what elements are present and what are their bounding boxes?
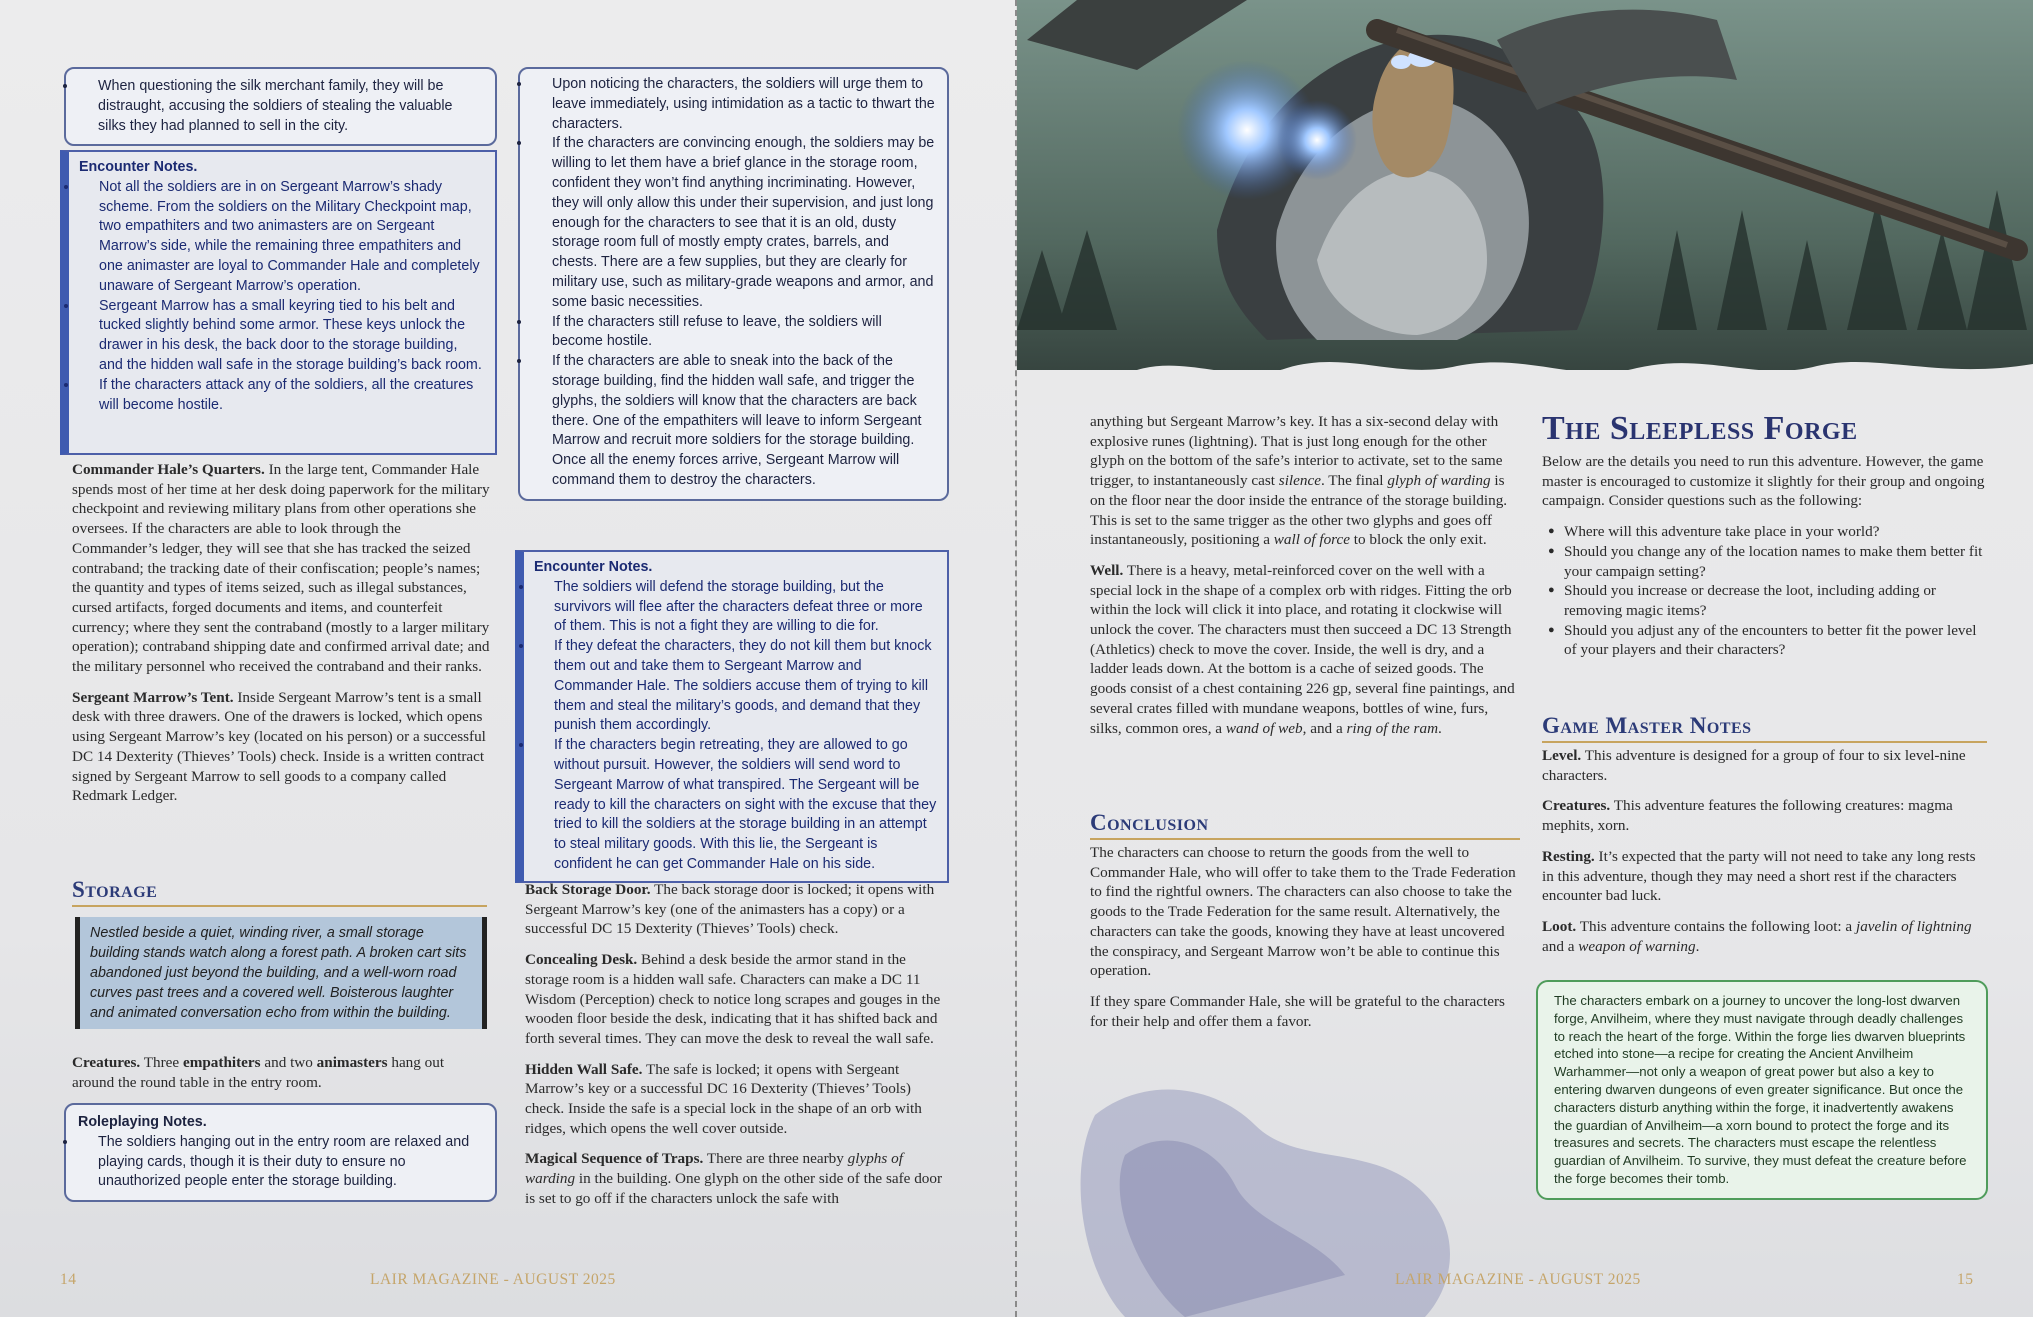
monster-name: empathiters xyxy=(182,1054,261,1071)
magic-item: ring of the ram xyxy=(1346,719,1439,737)
list-item: • If the characters are convincing enough, the soldiers may be willing to let them have a brief glance in the storage room, confident they won’t find anything incriminating. However, they will only allow this under their supervision, and just long enough for the characters to see that it is an old, dusty storage room full of mostly empty crates, barrels, and chests. There are a few supplies, but they are clearly for military use, such as military-grade weapons and armor, and some basic necessities. xyxy=(532,134,935,312)
text-run: . xyxy=(1438,719,1442,737)
paragraph-back-door xyxy=(525,880,945,939)
note-box-soldier-reactions xyxy=(518,67,949,501)
right-column-2-text xyxy=(1542,452,1987,674)
text-run: This adventure contains the following loot: a xyxy=(1579,917,1853,935)
list-item: • If the characters still refuse to leave, the soldiers will become hostile. xyxy=(532,313,935,353)
page-footer: LAIR MAGAZINE - AUGUST 2025 xyxy=(370,1271,616,1288)
intro-paragraph: Below are the details you need to run this adventure. However, the game master is encouraged to customize it slightly for their group and ongoing campaign. Consider questions such as the following: xyxy=(1542,453,1985,510)
left-page xyxy=(0,0,1016,1317)
page-spine-divider xyxy=(1015,0,1017,1317)
storage-heading: Storage xyxy=(72,877,487,907)
text-run: . The final xyxy=(1320,472,1384,490)
right-column-1-text xyxy=(1090,412,1522,749)
run-in-label: Creatures. xyxy=(72,1054,141,1071)
spell-name: silence xyxy=(1278,472,1321,490)
paragraph-well xyxy=(1090,561,1522,738)
conclusion-heading: Conclusion xyxy=(1090,810,1520,840)
magic-item: weapon of warning xyxy=(1578,937,1696,955)
text-run: and a xyxy=(1542,937,1575,955)
paragraph-text: This adventure features the following creatures: magma mephits, xorn. xyxy=(1542,797,1953,835)
artwork-illustration xyxy=(1017,0,2033,405)
run-in-label: Hidden Wall Safe. xyxy=(525,1060,643,1078)
text-run: Three xyxy=(143,1054,180,1071)
paragraph-marrow-tent xyxy=(72,688,490,806)
gm-notes-text xyxy=(1542,746,1987,967)
encounter-notes-box xyxy=(60,150,497,455)
paragraph-text: Behind a desk beside the armor stand in the storage room is a hidden wall safe. Characters can make a DC 11 Wisdom (Perception) check to notice long scrapes and gouges in the wooden floor beside the desk, indicating that it has shifted back and forth several times. They can move the desk to reveal the wall safe. xyxy=(525,951,941,1047)
right-page xyxy=(1017,0,2033,1317)
adventure-title: The Sleepless Forge xyxy=(1542,410,1858,447)
list-item: ● Should you change any of the location names to make them better fit your campaign setting? xyxy=(1542,542,1987,581)
adventure-summary-box xyxy=(1536,980,1988,1200)
text-run: hang out around the round table in the entry room. xyxy=(72,1054,445,1091)
paragraph-text: The safe is locked; it opens with Sergeant Marrow’s key or a successful DC 16 Dexterity (Thieves’ Tools) check. Inside the safe is a special lock in the shape of an orb with ridges, which opens the well cover outside. xyxy=(525,1060,922,1137)
paragraph-traps-cont xyxy=(1090,412,1522,550)
magic-item: javelin of lightning xyxy=(1855,917,1972,935)
paragraph-hale-quarters xyxy=(72,460,490,677)
left-column-2-text xyxy=(525,880,945,1220)
text-run: to block the only exit. xyxy=(1353,531,1487,549)
read-aloud-text: Nestled beside a quiet, winding river, a small storage building stands watch along a forest path. A broken cart sits abandoned just beyond the building, and a well-worn road curves past trees and a covered well. Boisterous laughter and animated conversation echo from within the building. xyxy=(90,925,467,1021)
gm-notes-heading: Game Master Notes xyxy=(1542,713,1987,743)
roleplaying-notes-title: Roleplaying Notes. xyxy=(78,1114,207,1130)
note-box-silk-merchant xyxy=(64,67,497,146)
run-in-label: Sergeant Marrow’s Tent. xyxy=(72,688,234,706)
list-item: • Sergeant Marrow has a small keyring tied to his belt and tucked slightly behind some armor. These keys unlock the drawer in his desk, the back door to the storage building, and the hidden wall safe in the storage building’s back room. xyxy=(79,297,485,376)
paragraph-text: Inside Sergeant Marrow’s tent is a small desk with three drawers. One of the drawers is locked, which opens using Sergeant Marrow’s key (located on his person) or a successful DC 14 Dexterity (Thieves’ Tools) check. Inside is a written contract signed by Sergeant Marrow to sell goods to a company called Redmark Ledger. xyxy=(72,688,486,805)
paragraph-resting xyxy=(1542,847,1987,906)
text-run: . xyxy=(1695,937,1700,955)
paragraph-safe xyxy=(525,1060,945,1139)
list-item: ● Where will this adventure take place in your world? xyxy=(1542,522,1987,542)
conclusion-text xyxy=(1090,843,1522,1042)
list-item: • The soldiers hanging out in the entry room are relaxed and playing cards, though it is their duty to ensure no unauthorized people enter the storage building. xyxy=(78,1133,483,1192)
list-item: • If the characters begin retreating, they are allowed to go without pursuit. However, the soldiers will send word to Sergeant Marrow of what transpired. The Sergeant will be ready to kill the characters on sight with the excuse that they tried to kill the soldiers at the storage building in an attempt to steal military goods. With this lie, the Sergeant is confident he can get Commander Hale on his side. xyxy=(534,736,937,875)
text-run: , and a xyxy=(1302,719,1343,737)
monster-name: animasters xyxy=(316,1054,388,1071)
encounter-notes-title: Encounter Notes. xyxy=(534,559,653,575)
paragraph-creatures xyxy=(1542,796,1987,835)
conclusion-paragraph-2: If they spare Commander Hale, she will be grateful to the characters for their help and offer them a favor. xyxy=(1090,992,1505,1030)
paragraph-text: This adventure is designed for a group of four to six level-nine characters. xyxy=(1542,747,1966,784)
run-in-label: Concealing Desk. xyxy=(525,951,638,969)
list-item: • If the characters attack any of the soldiers, all the creatures will become hostile. xyxy=(79,376,485,416)
question-list xyxy=(1542,522,1987,660)
magic-item: wand of web xyxy=(1225,719,1303,737)
list-item: • The soldiers will defend the storage building, but the survivors will flee after the characters defeat three or more of them. This is not a fight they are willing to die for. xyxy=(534,578,937,637)
encounter-notes-box-2 xyxy=(515,550,949,883)
page-number: 15 xyxy=(1957,1271,1974,1288)
spell-name: glyph of warding xyxy=(1387,472,1491,490)
run-in-label: Well. xyxy=(1090,561,1124,579)
list-item: • Upon noticing the characters, the soldiers will urge them to leave immediately, using intimidation as a tactic to thwart the characters. xyxy=(532,75,935,134)
roleplaying-notes-box xyxy=(64,1103,497,1202)
left-column-1-text xyxy=(72,460,490,817)
run-in-label: Resting. xyxy=(1542,847,1595,865)
list-item: ● Should you increase or decrease the loot, including adding or removing magic items? xyxy=(1542,581,1987,620)
page-number: 14 xyxy=(60,1271,77,1288)
paragraph-text: There is a heavy, metal-reinforced cover on the well with a special lock in the shape of a complex orb with ridges. Fitting the orb within the lock will click it into place, and rotating it clockwise will unlock the cover. The characters must then succeed a DC 13 Strength (Athletics) check to move the cover. Inside, the well is dry, and a ladder leads down. At the bottom is a cache of seized goods. The goods consist of a chest containing 226 gp, several fine paintings, and several crates filled with mundane weapons, bottles of wine, furs, silks, common ores, a xyxy=(1090,561,1515,737)
text-run: is on the floor near the door inside the entrance of the storage building. This is set to the same trigger as the other two glyphs and goes off instantaneously, positioning a xyxy=(1090,472,1508,549)
list-item: • If they defeat the characters, they do not kill them but knock them out and take them to Sergeant Marrow and Commander Hale. The soldiers accuse them of trying to kill them and steal the military’s goods, and demand that they punish them accordingly. xyxy=(534,637,937,736)
run-in-label: Commander Hale’s Quarters. xyxy=(72,461,265,478)
summary-text: The characters embark on a journey to uncover the long-lost dwarven forge, Anvilheim, where they must navigate through deadly challenges to reach the heart of the forge. Within the forge lies dwarven blueprints etched into stone—a recipe for creating the Ancient Anvilheim Warhammer—not only a weapon of great power but also a key to entering dwarven dungeons of even greater significance. But once the characters disturb anything within the forge, it inadvertently awakens the guardian of Anvilheim—a xorn bound to protect the forge and its treasures and secrets. The characters must escape the relentless guardian of Anvilheim. To survive, they must defeat the creature before the forge becomes their tomb. xyxy=(1554,993,1967,1186)
spell-name: glyphs of warding xyxy=(525,1150,903,1188)
conclusion-paragraph-1: The characters can choose to return the goods from the well to Commander Hale, who will offer to take them to the Trade Federation to find the rightful owners. The characters can also choose to take the goods to the Trade Federation for the same result. Alternatively, the characters can take the goods, knowing they have at least uncovered the conspiracy, and Sergeant Marrow won’t be able to continue this operation. xyxy=(1090,844,1516,980)
paragraph-text: It’s expected that the party will not need to take any long rests in this adventure, though they may need a short rest if the characters encounter bad luck. xyxy=(1542,847,1976,905)
list-item: • If the characters are able to sneak into the back of the storage building, find the hidden wall safe, and trigger the glyphs, the soldiers will know that the characters are back there. One of the empathiters will leave to inform Sergeant Marrow and recruit more soldiers for the storage building. Once all the enemy forces arrive, Sergeant Marrow will command them to destroy the characters. xyxy=(532,352,935,491)
text-run: and two xyxy=(264,1054,313,1071)
paragraph-level xyxy=(1542,746,1987,785)
run-in-label: Creatures. xyxy=(1542,797,1611,815)
read-aloud-box xyxy=(75,917,487,1029)
run-in-label: Loot. xyxy=(1542,917,1577,935)
paragraph-desk xyxy=(525,950,945,1049)
list-item: • Not all the soldiers are in on Sergeant Marrow’s shady scheme. From the soldiers on the Military Checkpoint map, two empathiters and two animasters are on Sergeant Marrow’s side, while the remaining three empathiters and one animaster are loyal to Commander Hale and completely unaware of Sergeant Marrow’s operation. xyxy=(79,178,485,297)
run-in-label: Back Storage Door. xyxy=(525,881,651,898)
list-item: • When questioning the silk merchant family, they will be distraught, accusing the soldiers of stealing the valuable silks they had planned to sell in the city. xyxy=(78,77,483,136)
paragraph-traps xyxy=(525,1149,945,1208)
paragraph-loot xyxy=(1542,917,1987,956)
text-run: in the building. One glyph on the other side of the safe door is set to go off if the characters unlock the safe with xyxy=(525,1170,943,1207)
paragraph-text: In the large tent, Commander Hale spends most of her time at her desk doing paperwork for the military checkpoint and reviewing military plans from other operations she oversees. If the characters are able to look through the Commander’s ledger, they will see that she has tracked the seized contraband; the tracking date of their confiscation; people’s names; the quantity and types of items seized, such as illegal substances, cursed artifacts, forged documents and items, and counterfeit currency; where they sent the contraband (mostly to a larger military operation); contraband shipping date and confirmed arrival date; and the military personnel who received the contraband and their ranks. xyxy=(72,461,490,676)
encounter-notes-title: Encounter Notes. xyxy=(79,159,198,175)
page-footer: LAIR MAGAZINE - AUGUST 2025 xyxy=(1395,1271,1641,1288)
list-item: ● Should you adjust any of the encounters to better fit the power level of your players and their characters? xyxy=(1542,621,1987,660)
spell-name: wall of force xyxy=(1273,531,1350,549)
run-in-label: Level. xyxy=(1542,747,1582,764)
creatures-paragraph xyxy=(72,1053,490,1103)
run-in-label: Magical Sequence of Traps. xyxy=(525,1150,704,1168)
paragraph-text: The back storage door is locked; it opens with Sergeant Marrow’s key (one of the animasters has a copy) or a successful DC 15 Dexterity (Thieves’ Tools) check. xyxy=(525,881,935,938)
text-run: There are three nearby xyxy=(706,1150,844,1168)
text-run: anything but Sergeant Marrow’s key. It has a six-second delay with explosive runes (lightning). That is just long enough for the other glyph on the bottom of the safe’s interior to activate, set to the same trigger, to instantaneously cast xyxy=(1090,413,1503,490)
